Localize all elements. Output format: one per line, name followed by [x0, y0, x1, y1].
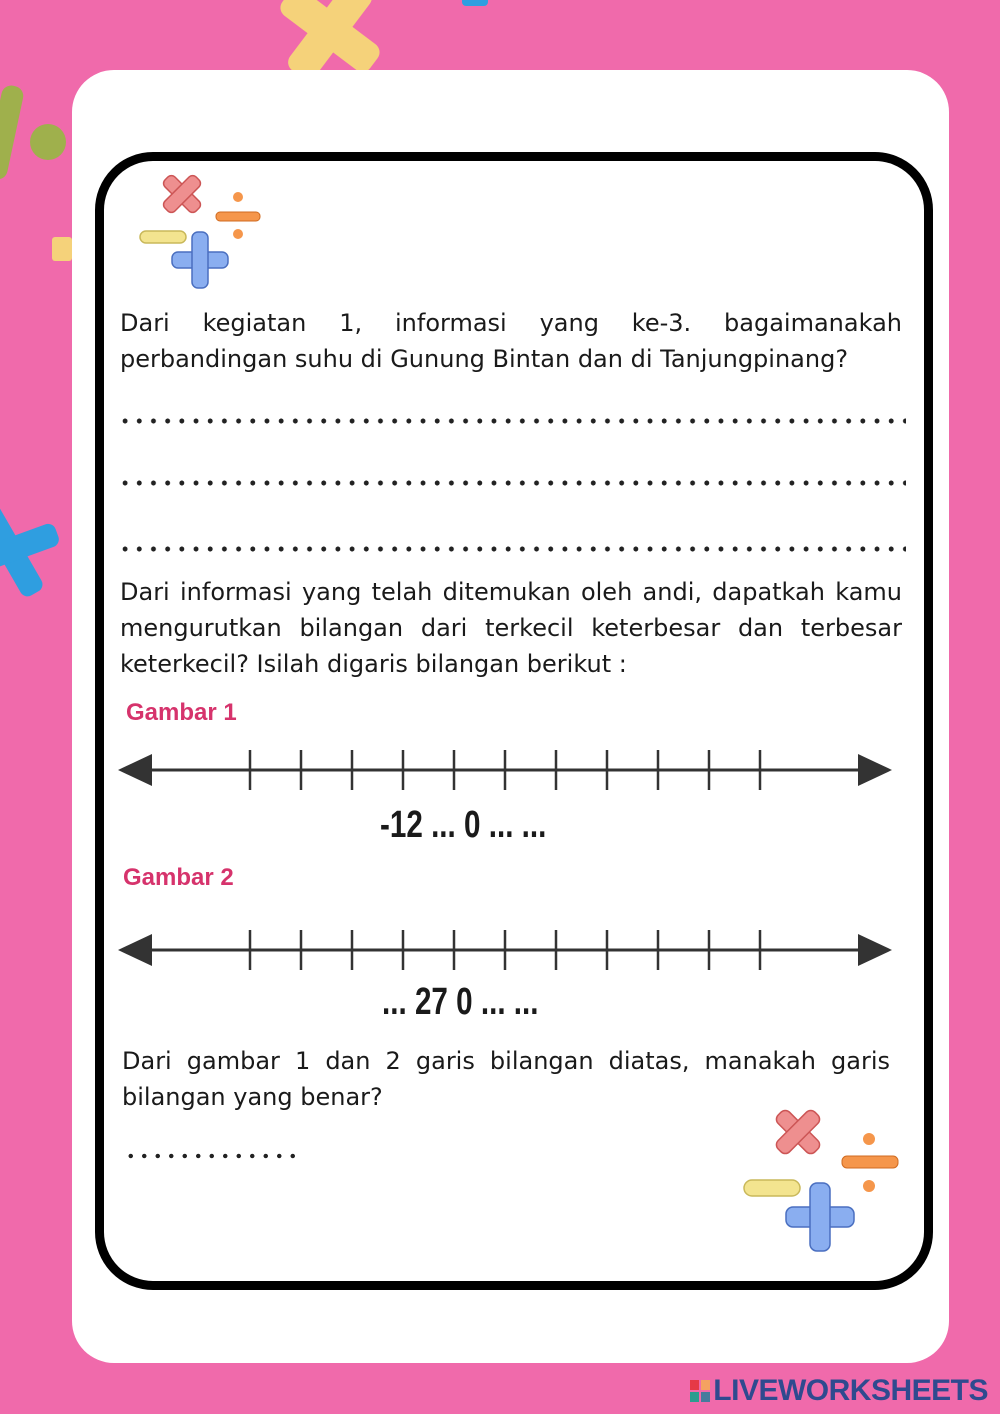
- blue-times-symbol: [0, 501, 61, 600]
- figure-2-title: Gambar 2: [123, 864, 234, 891]
- answer-line-1[interactable]: [118, 417, 906, 425]
- answer-line-2[interactable]: [118, 479, 906, 487]
- number-line-2: [112, 920, 902, 980]
- figure-1-title: Gambar 1: [126, 699, 237, 726]
- answer-line-3[interactable]: [118, 545, 906, 553]
- number-line-1-labels: -12 ... 0 ... ...: [380, 804, 547, 846]
- question-1-text: Dari kegiatan 1, informasi yang ke-3. bagaimanakah perbandingan suhu di Gunung Bintan dan di Tanjungpinang?: [120, 309, 902, 373]
- green-slash-mark: [0, 84, 25, 181]
- question-2-text: Dari informasi yang telah ditemukan oleh andi, dapatkah kamu mengurutkan bilangan dari terkecil keterbesar dan terbesar keterkecil? Isilah digaris bilangan berikut :: [120, 578, 902, 678]
- number-line-2-labels: ... 27 0 ... ...: [382, 981, 539, 1023]
- question-3-text: Dari gambar 1 dan 2 garis bilangan diatas, manakah garis bilangan yang benar?: [122, 1047, 890, 1111]
- math-symbols-icon: [136, 168, 276, 298]
- logo-badge-icon: [690, 1380, 710, 1402]
- green-dot-mark: [30, 124, 66, 160]
- yellow-minus-mark: [52, 237, 72, 261]
- math-symbols-icon-bottom: [738, 1100, 908, 1260]
- logo-text: LIVEWORKSHEETS: [713, 1374, 988, 1407]
- liveworksheets-logo: [690, 1374, 988, 1408]
- answer-line-4[interactable]: [124, 1152, 299, 1160]
- number-line-1: [112, 740, 902, 800]
- blue-top-mark: [462, 0, 488, 6]
